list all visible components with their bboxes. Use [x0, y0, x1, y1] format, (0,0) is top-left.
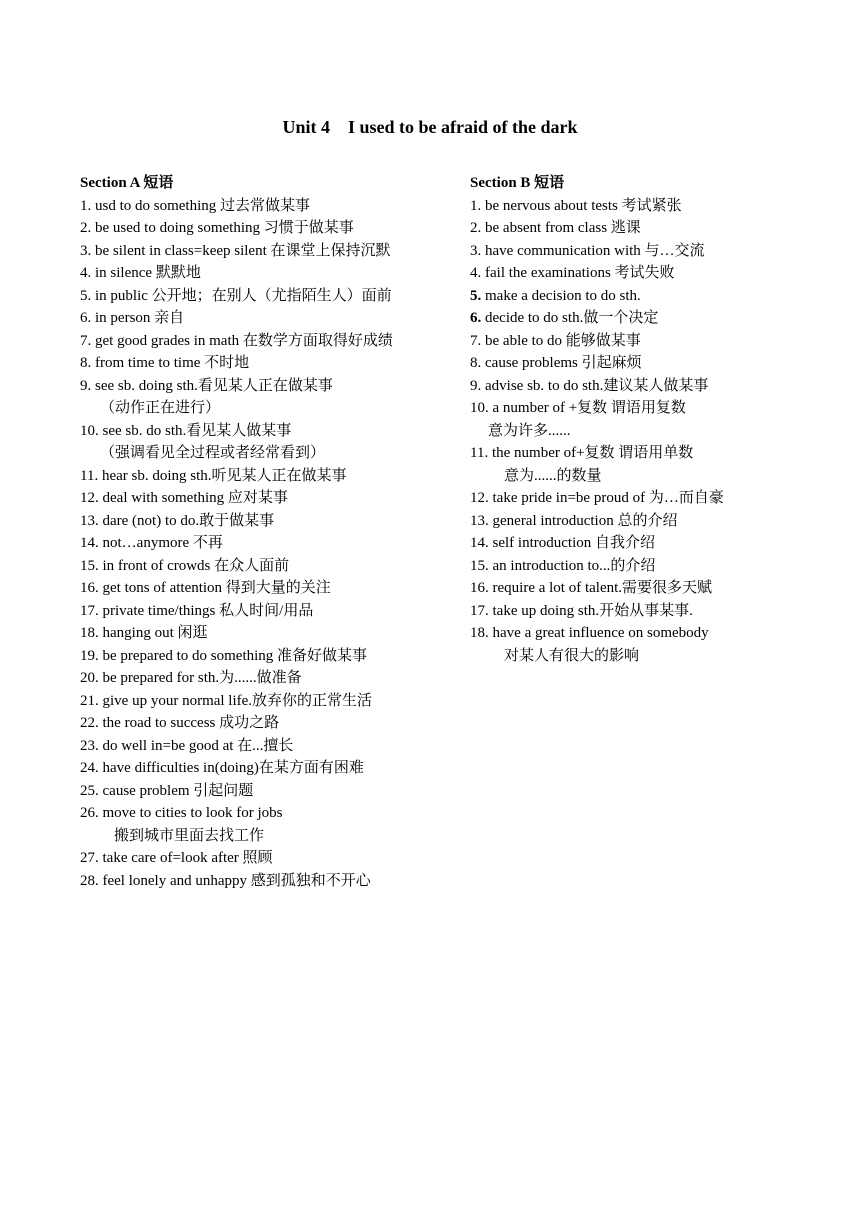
phrase-item: [470, 397, 810, 442]
phrase-number: 9.: [80, 377, 92, 394]
phrase-number: 8.: [470, 355, 482, 371]
phrase-number: 22.: [80, 715, 99, 731]
phrase-number: 17.: [80, 602, 99, 619]
phrase-text: in silence 默默地: [95, 265, 201, 281]
phrase-item: [470, 555, 810, 578]
section-a-column: [80, 172, 460, 892]
phrase-number: 27.: [80, 850, 99, 866]
phrase-note: 意为......的数量: [504, 467, 602, 484]
section-a-heading: Section A 短语: [80, 175, 174, 191]
phrase-number: 14.: [470, 535, 489, 551]
phrase-number: 5.: [470, 287, 482, 304]
phrase-number: 1.: [80, 197, 92, 214]
phrase-text: take care of=look after 照顾: [102, 850, 273, 866]
phrase-text: get tons of attention 得到大量的关注: [102, 580, 331, 596]
phrase-number: 26.: [80, 805, 99, 821]
phrase-text: take up doing sth.开始从事某事.: [492, 602, 693, 619]
phrase-number: 17.: [470, 602, 489, 619]
phrase-text: the road to success 成功之路: [102, 715, 280, 731]
phrase-number: 6.: [470, 310, 482, 326]
phrase-text: an introduction to...的介绍: [492, 557, 656, 574]
phrase-number: 19.: [80, 647, 99, 664]
phrase-item: [80, 802, 460, 847]
phrase-number: 6.: [80, 310, 92, 326]
phrase-number: 9.: [470, 377, 482, 394]
phrase-text: be nervous about tests 考试紧张: [485, 197, 682, 214]
phrase-number: 25.: [80, 782, 99, 799]
phrase-number: 3.: [80, 242, 92, 259]
phrase-item: [80, 375, 460, 420]
phrase-item: [80, 510, 460, 533]
phrase-item: [80, 420, 460, 465]
phrase-text: in front of crowds 在众人面前: [102, 557, 290, 574]
phrase-item: [80, 645, 460, 668]
phrase-item: [80, 622, 460, 645]
phrase-text: feel lonely and unhappy 感到孤独和不开心: [102, 872, 371, 889]
phrase-item: [470, 510, 810, 533]
phrase-item: [80, 712, 460, 735]
phrase-text: fail the examinations 考试失败: [485, 265, 675, 281]
phrase-number: 18.: [80, 625, 99, 641]
phrase-item: [80, 285, 460, 308]
phrase-item: [80, 735, 460, 758]
phrase-number: 11.: [470, 445, 489, 461]
document-title: Unit 4 I used to be afraid of the dark: [282, 117, 578, 137]
phrase-item: [470, 487, 810, 510]
phrase-note: 对某人有很大的影响: [504, 647, 640, 664]
phrase-number: 18.: [470, 625, 489, 641]
phrase-number: 13.: [470, 512, 489, 529]
phrase-number: 20.: [80, 670, 99, 686]
phrase-item: [80, 847, 460, 870]
phrase-item: [80, 330, 460, 353]
phrase-item: [470, 307, 810, 330]
phrase-item: [80, 870, 460, 893]
phrase-item: [80, 600, 460, 623]
phrase-number: 14.: [80, 535, 99, 551]
phrase-text: move to cities to look for jobs: [102, 805, 283, 821]
phrase-text: in person 亲自: [95, 310, 185, 326]
phrase-number: 10.: [470, 400, 489, 416]
phrase-number: 12.: [470, 490, 489, 506]
section-b-heading: Section B 短语: [470, 175, 565, 191]
phrase-note: （强调看见全过程或者经常看到）: [100, 445, 326, 461]
phrase-number: 7.: [80, 332, 92, 349]
phrase-number: 4.: [470, 265, 482, 281]
phrase-number: 4.: [80, 265, 92, 281]
phrase-number: 23.: [80, 737, 99, 754]
phrase-text: have a great influence on somebody: [492, 625, 709, 641]
phrase-text: general introduction 总的介绍: [492, 512, 678, 529]
phrase-text: the number of+复数 谓语用单数: [491, 445, 694, 461]
phrase-text: private time/things 私人时间/用品: [102, 602, 314, 619]
phrase-item: [470, 442, 810, 487]
phrase-item: [470, 352, 810, 375]
phrase-text: in public 公开地；在别人（尤指陌生人）面前: [95, 287, 392, 304]
phrase-item: [80, 240, 460, 263]
phrase-item: [470, 240, 810, 263]
phrase-item: [80, 577, 460, 600]
phrase-item: [80, 555, 460, 578]
phrase-item: [80, 465, 460, 488]
phrase-text: see sb. do sth.看见某人做某事: [102, 422, 292, 439]
phrase-text: cause problem 引起问题: [102, 782, 254, 799]
phrase-number: 21.: [80, 692, 99, 709]
phrase-item: [80, 757, 460, 780]
phrase-text: be prepared for sth.为......做准备: [102, 670, 302, 686]
phrase-item: [470, 622, 810, 667]
phrase-text: not…anymore 不再: [102, 535, 223, 551]
phrase-text: be absent from class 逃课: [485, 220, 641, 236]
phrase-text: make a decision to do sth.: [485, 287, 641, 304]
phrase-text: decide to do sth.做一个决定: [485, 310, 659, 326]
phrase-number: 28.: [80, 872, 99, 889]
phrase-number: 8.: [80, 355, 92, 371]
phrase-number: 15.: [80, 557, 99, 574]
phrase-item: [470, 285, 810, 308]
phrase-text: deal with something 应对某事: [102, 490, 288, 506]
phrase-text: usd to do something 过去常做某事: [95, 197, 311, 214]
phrase-item: [470, 577, 810, 600]
phrase-item: [470, 375, 810, 398]
phrase-number: 15.: [470, 557, 489, 574]
phrase-note: 意为许多......: [488, 422, 571, 439]
phrase-number: 7.: [470, 332, 482, 349]
phrase-text: hear sb. doing sth.听见某人正在做某事: [101, 467, 347, 484]
phrase-text: do well in=be good at 在...擅长: [102, 737, 294, 754]
phrase-text: hanging out 闲逛: [102, 625, 208, 641]
phrase-text: have difficulties in(doing)在某方面有困难: [102, 760, 364, 776]
phrase-item: [470, 330, 810, 353]
phrase-text: from time to time 不时地: [95, 355, 250, 371]
section-b-column: [470, 172, 810, 667]
phrase-text: have communication with 与…交流: [485, 242, 705, 259]
phrase-number: 5.: [80, 287, 92, 304]
phrase-note: 搬到城市里面去找工作: [114, 827, 265, 844]
phrase-number: 11.: [80, 467, 99, 484]
phrase-number: 12.: [80, 490, 99, 506]
phrase-text: get good grades in math 在数学方面取得好成绩: [95, 332, 393, 349]
phrase-text: a number of +复数 谓语用复数: [492, 400, 686, 416]
phrase-text: advise sb. to do sth.建议某人做某事: [485, 377, 709, 394]
phrase-text: be able to do 能够做某事: [485, 332, 641, 349]
phrase-item: [80, 487, 460, 510]
phrase-text: be used to doing something 习惯于做某事: [95, 220, 354, 236]
phrase-item: [470, 195, 810, 218]
phrase-number: 2.: [80, 220, 92, 236]
phrase-item: [80, 262, 460, 285]
phrase-item: [470, 262, 810, 285]
phrase-number: 1.: [470, 197, 482, 214]
phrase-number: 2.: [470, 220, 482, 236]
phrase-text: see sb. doing sth.看见某人正在做某事: [95, 377, 333, 394]
phrase-item: [470, 532, 810, 555]
phrase-number: 24.: [80, 760, 99, 776]
phrase-item: [80, 352, 460, 375]
phrase-item: [80, 195, 460, 218]
section-b-list: [470, 195, 810, 668]
phrase-note: （动作正在进行）: [100, 400, 221, 416]
phrase-text: be silent in class=keep silent 在课堂上保持沉默: [95, 242, 391, 259]
phrase-text: self introduction 自我介绍: [492, 535, 655, 551]
phrase-item: [80, 532, 460, 555]
phrase-item: [470, 600, 810, 623]
phrase-number: 16.: [80, 580, 99, 596]
section-a-list: [80, 195, 460, 893]
phrase-text: give up your normal life.放弃你的正常生活: [102, 692, 373, 709]
phrase-item: [80, 690, 460, 713]
phrase-text: dare (not) to do.敢于做某事: [102, 512, 275, 529]
phrase-number: 3.: [470, 242, 482, 259]
phrase-item: [80, 307, 460, 330]
phrase-text: require a lot of talent.需要很多天赋: [492, 580, 713, 596]
phrase-item: [80, 217, 460, 240]
phrase-item: [470, 217, 810, 240]
phrase-number: 13.: [80, 512, 99, 529]
phrase-text: cause problems 引起麻烦: [485, 355, 642, 371]
phrase-number: 10.: [80, 422, 99, 439]
phrase-item: [80, 780, 460, 803]
phrase-text: be prepared to do something 准备好做某事: [102, 647, 368, 664]
phrase-item: [80, 667, 460, 690]
phrase-number: 16.: [470, 580, 489, 596]
phrase-text: take pride in=be proud of 为…而自豪: [492, 490, 724, 506]
